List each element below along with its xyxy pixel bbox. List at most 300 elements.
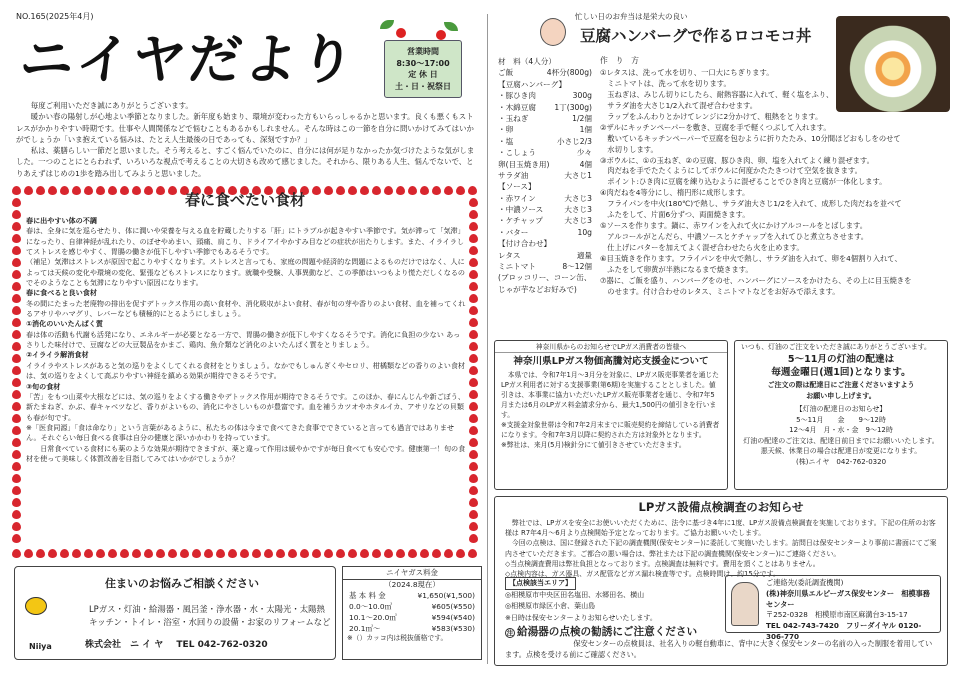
hours-value: 8:30～17:00 bbox=[396, 58, 450, 68]
strawberry-icon bbox=[408, 186, 417, 195]
strawberry-icon bbox=[12, 246, 21, 255]
leaf-icon bbox=[380, 20, 394, 29]
strawberry-icon bbox=[12, 210, 21, 219]
strawberry-icon bbox=[132, 186, 141, 195]
strawberry-icon bbox=[12, 282, 21, 291]
schedule-line: 12～4月 月・水・金 9～12時 bbox=[789, 426, 893, 435]
strawberry-icon bbox=[469, 486, 478, 495]
recipe-title: 豆腐ハンバーグで作るロコモコ丼 bbox=[580, 27, 812, 45]
strawberry-icon bbox=[12, 318, 21, 327]
strawberry-icon bbox=[469, 222, 478, 231]
section-paragraph: ※「医食同源」「食は命なり」という言葉があるように、私たちの体は今まで食べてきた食事でできていると言っても過言ではありません。それぐらい毎日食べる食事は自分の健康と深いかかわりを持っています。 bbox=[26, 422, 455, 443]
strawberry-icon bbox=[288, 549, 297, 558]
section-heading: ①消化のいいたんぱく質 bbox=[26, 319, 103, 329]
strawberry-icon bbox=[444, 549, 453, 558]
strawberry-icon bbox=[469, 438, 478, 447]
ingredient-name: ・ケチャップ bbox=[498, 216, 544, 226]
steps-label: 作 り 方 bbox=[600, 56, 639, 65]
ingredient-name: 【豆腐ハンバーグ】 bbox=[498, 79, 567, 89]
ingredient-name: ミニトマト bbox=[498, 262, 536, 272]
gas-price-table bbox=[342, 566, 482, 660]
strawberry-icon bbox=[396, 186, 405, 195]
strawberry-icon bbox=[469, 258, 478, 267]
recipe-step: 仕上げにバターを加えてよく混ぜ合わせたら火を止めます。 bbox=[600, 243, 804, 252]
inspection-paragraph: 弊社では、LPガスを安全にお使いいただくために、法令に基づき4年に1度、LPガス設備点検調査を実施しております。下記の住所のお客様は R7年4月～6月より点検開始予定となっております。ご協力お願いいたします。 bbox=[505, 518, 936, 537]
strawberry-icon bbox=[469, 378, 478, 387]
strawberry-icon bbox=[12, 366, 21, 375]
ingredient-qty: 4個 bbox=[579, 159, 592, 169]
strawberry-icon bbox=[372, 186, 381, 195]
support-paragraph: ※弊社は、来月(5月)検針分にて値引きさせていただきます。 bbox=[501, 441, 686, 449]
ingredient-list bbox=[498, 56, 592, 295]
strawberry-icon bbox=[360, 549, 369, 558]
strawberry-icon bbox=[12, 534, 21, 543]
strawberry-icon bbox=[60, 186, 69, 195]
spring-foods-body bbox=[26, 216, 466, 464]
strawberry-icon bbox=[469, 366, 478, 375]
strawberry-icon bbox=[108, 549, 117, 558]
strawberry-icon bbox=[12, 378, 21, 387]
support-body bbox=[495, 371, 727, 451]
recipe-step: 玉ねぎは、みじん切りにしたら、耐熱容器に入れて、軽く塩をふり、 bbox=[600, 89, 834, 99]
ingredient-row bbox=[498, 67, 592, 78]
inspection-title: LPガス設備点検調査のお知らせ bbox=[638, 500, 804, 514]
recipe-step: サラダ油を大さじ1/2入れて混ぜ合わせます。 bbox=[600, 100, 758, 110]
strawberry-icon bbox=[12, 390, 21, 399]
greeting-paragraph: 毎度ご利用いただき誠にありがとうございます。 bbox=[30, 101, 193, 110]
strawberry-icon bbox=[469, 294, 478, 303]
business-hours-sign bbox=[378, 18, 468, 100]
price-row bbox=[343, 623, 481, 634]
ingredient-row bbox=[498, 193, 592, 204]
strawberry-icon bbox=[264, 549, 273, 558]
strawberry-icon bbox=[216, 549, 225, 558]
strawberry-icon bbox=[372, 549, 381, 558]
strawberry-icon bbox=[300, 549, 309, 558]
inspector-avatar bbox=[731, 582, 759, 626]
strawberry-icon bbox=[120, 549, 129, 558]
strawberry-icon bbox=[12, 462, 21, 471]
recipe-steps bbox=[600, 68, 946, 298]
strawberry-icon bbox=[469, 498, 478, 507]
ingredient-qty: 300g bbox=[572, 91, 592, 101]
strawberry-icon bbox=[469, 246, 478, 255]
recipe-step: ①レタスは、洗って水を切り、一口大にちぎります。 bbox=[600, 68, 774, 77]
issue-number: NO.165(2025年4月) bbox=[16, 12, 94, 21]
leaf-icon bbox=[444, 22, 458, 31]
ingredient-name: ・玉ねぎ bbox=[498, 113, 529, 123]
hours-title: 営業時間 bbox=[407, 47, 439, 56]
inspection-area bbox=[505, 577, 710, 624]
strawberry-icon bbox=[72, 549, 81, 558]
strawberry-icon bbox=[24, 186, 33, 195]
kerosene-lead: いつも、灯油のご注文をいただき誠にありがとうございます。 bbox=[741, 343, 931, 351]
ingredient-name: ご飯 bbox=[498, 68, 514, 78]
strawberry-icon bbox=[48, 186, 57, 195]
ingredient-qty: 8～12個 bbox=[562, 262, 592, 272]
strawberry-icon bbox=[12, 438, 21, 447]
inspection-paragraph: ◇点検内容は、ガス器具、ガス配管などガス漏れ検査等です。点検時間は、約15分です。 bbox=[505, 570, 780, 579]
strawberry-icon bbox=[180, 549, 189, 558]
strawberry-icon bbox=[469, 414, 478, 423]
ingredient-row bbox=[498, 227, 592, 238]
strawberry-icon bbox=[469, 402, 478, 411]
company-info bbox=[85, 639, 268, 651]
strawberry-icon bbox=[469, 330, 478, 339]
strawberry-icon bbox=[348, 186, 357, 195]
section-paragraph: 春は、全身に気を巡らせたり、体に潤いや栄養を与える血を貯蔵したりする「肝」にトラブルが起きやすい季節です。気が滞って「気滞」になったり、自律神経が乱れたり、のぼせやめまい、頭痛、肩こり、ドライアイやかすみ目などの症状が出たりします。また、イライラしてストレスを感じやすく、胃腸の働きが低下しやすい季節でもあるそうです。 bbox=[26, 226, 465, 257]
ingredient-name: サラダ油 bbox=[498, 170, 529, 180]
inspection-paragraph: 今回の点検は、国に登録された下記の調査機関(保安センター)に委託して実施いたします。訪問日は保安センターより事前に書面にてご案内させていただきます。ご都合の悪い場合は、弊社または下記の調査機関(保安センター)にご連絡ください。 bbox=[505, 539, 937, 558]
ingredient-row bbox=[498, 284, 592, 295]
strawberry-icon bbox=[12, 342, 21, 351]
inspection-box bbox=[494, 496, 948, 666]
strawberry-icon bbox=[336, 549, 345, 558]
strawberry-icon bbox=[384, 549, 393, 558]
strawberry-icon bbox=[12, 474, 21, 483]
ingredient-row bbox=[498, 181, 592, 192]
strawberry-icon bbox=[432, 549, 441, 558]
kerosene-note: 灯油の配達のご注文は、配達日前日までにお願いいたします。 bbox=[743, 436, 939, 445]
support-paragraph: ※支援金対象世帯は令和7年2月末までに販売契約を締結している消費者になります。令和7年3月以降に契約された方は対象外となります。 bbox=[501, 421, 720, 440]
strawberry-icon bbox=[12, 330, 21, 339]
section-paragraph: 「苦」をもつ山菜や大根などには、気の巡りをよくする働きやデトックス作用が期待できるそうです。このほか、春にんじんや新ごぼう、新たまねぎ、かぶ、春キャベツなど、香りがよいもの、消化にやさしいものが豊富です。血を補うカツオやホタルイカ、アサリなどの貝類も春が旬です。 bbox=[26, 391, 465, 422]
ingredient-qty: 1/2個 bbox=[572, 113, 592, 123]
kerosene-title: 5～11月の灯油の配達は bbox=[787, 354, 895, 366]
strawberry-icon bbox=[469, 390, 478, 399]
support-lead: 神奈川県からのお知らせでLPガス消費者の皆様へ bbox=[495, 341, 727, 353]
ingredient-qty: 少々 bbox=[576, 148, 592, 158]
strawberry-icon bbox=[12, 354, 21, 363]
ingredient-name: ・豚ひき肉 bbox=[498, 91, 536, 101]
strawberry-icon bbox=[468, 186, 477, 195]
strawberry-icon bbox=[12, 270, 21, 279]
recipe-step: フライパンを中火(180℃)で熱し、サラダ油大さじ1/2を入れて、成形した肉だねを並べて bbox=[600, 199, 902, 209]
greeting-paragraph: 私は、薬膳らしい一節だと思いました。そう考えると、すごく悩んでいたのに、自分には何が足りなかったか気づけたような気がしました。一つのことにとらわれず、いろいろな視点で考えることの大切さも改めて感じました。それから、限りある人生、悩んでないで、とりあえずはじめの1歩を踏み出してみようと思いました。 bbox=[16, 146, 475, 178]
strawberry-icon bbox=[444, 186, 453, 195]
strawberry-icon bbox=[36, 186, 45, 195]
recipe-step: ポイント:ひき肉に豆腐を練り込むように混ぜることでひき肉と豆腐が一体化します。 bbox=[600, 177, 887, 187]
ingredient-row bbox=[498, 90, 592, 101]
ingredient-row bbox=[498, 102, 592, 113]
strawberry-icon bbox=[469, 198, 478, 207]
strawberry-icon bbox=[469, 234, 478, 243]
price-label: 基 本 料 金 bbox=[349, 590, 386, 600]
strawberry-icon bbox=[84, 549, 93, 558]
ingredient-name: ・バター bbox=[498, 227, 529, 237]
bee-icon bbox=[25, 597, 47, 615]
spring-foods-title: 春に食べたい食材 bbox=[184, 191, 305, 209]
strawberry-icon bbox=[12, 234, 21, 243]
recipe-step: ⑥目玉焼きを作ります。フライパンを中火で熱し、サラダ油を入れて、卵を4個割り入れて、 bbox=[600, 253, 902, 263]
price-value: ¥583(¥530) bbox=[431, 624, 475, 634]
ingredient-name: 【ソース】 bbox=[498, 182, 536, 192]
price-value: ¥1,650(¥1,500) bbox=[417, 590, 475, 600]
inspection-paragraph: ◇当点検調査費用は弊社負担となっております。点検調査は無料です。費用を頂くことはありません。 bbox=[505, 559, 820, 568]
ingredient-name: ・木綿豆腐 bbox=[498, 102, 536, 112]
ingredient-row bbox=[498, 250, 592, 261]
strawberry-icon bbox=[469, 282, 478, 291]
ingredient-name: ・中濃ソース bbox=[498, 205, 544, 215]
ingredient-row bbox=[498, 272, 592, 283]
ingredient-name: じゃが芋などお好みで) bbox=[498, 284, 577, 294]
schedule-line: 5～11月 金 9～12時 bbox=[796, 415, 886, 424]
ingredient-name: 【付け合わせ】 bbox=[498, 239, 552, 249]
section-paragraph: 冬の間にたまった老廃物の排出を促すデトックス作用の高い食材や、消化吸収がよい食材、春が旬の芽や香りのよい食材、血を補ってくれるアサリやハマグリ、レバーなども積極的にとるようにしましょう。 bbox=[26, 298, 466, 319]
area-line: ◎相模原市中央区田名塩田、水郷田名、横山 bbox=[505, 591, 645, 600]
price-note: ※（）カッコ内は税抜価格です。 bbox=[347, 634, 448, 643]
strawberry-icon bbox=[348, 549, 357, 558]
strawberry-icon bbox=[469, 510, 478, 519]
ingredient-qty: 大さじ3 bbox=[564, 205, 592, 215]
price-row bbox=[343, 601, 481, 612]
ingredient-qty: 大さじ1 bbox=[564, 170, 592, 180]
price-label: 0.0～10.0㎥ bbox=[349, 602, 392, 612]
ingredient-row bbox=[498, 124, 592, 135]
kerosene-notice: ご注文の際は配達日にご注意くださいますよう bbox=[767, 381, 915, 390]
price-value: ¥594(¥540) bbox=[431, 613, 475, 623]
ingredient-name: (ブロッコリー、コーン缶、 bbox=[498, 273, 592, 283]
strawberry-icon bbox=[456, 186, 465, 195]
strawberry-icon bbox=[432, 186, 441, 195]
strawberry-icon bbox=[96, 186, 105, 195]
ingredient-row bbox=[498, 204, 592, 215]
kerosene-company: (株)ニイヤ 042-762-0320 bbox=[795, 457, 887, 466]
ingredient-name: ・塩 bbox=[498, 136, 514, 146]
strawberry-icon bbox=[312, 549, 321, 558]
strawberry-icon bbox=[156, 549, 165, 558]
section-paragraph: イライラやストレスがあると気の巡りをよくしてくれる食材をとりましょう。なかでもしゅんぎくやセロリ、柑橘類などの香りのよい食材は、気の巡りをよくして高ぶりやすい神経を鎮める効果が期待できるそうです。 bbox=[26, 360, 466, 381]
recipe-step: ミニトマトは、洗って水を切ります。 bbox=[600, 78, 731, 88]
strawberry-icon bbox=[96, 549, 105, 558]
section-heading: 春に食べると良い食材 bbox=[26, 288, 97, 298]
section-paragraph: 春は体の活動も代謝も活発になり、エネルギーが必要となる一方で、胃腸の働きが低下しやすくなるそうです。消化に負担の少ない あっさりした味付けで、豆腐などの大豆製品をかまご、鶏肉、魚介類など消化のよいたんぱく質をとりましょう。 bbox=[26, 329, 461, 350]
ingredient-name: 卵(目玉焼き用) bbox=[498, 159, 550, 169]
strawberry-icon bbox=[469, 342, 478, 351]
ingredient-row bbox=[498, 159, 592, 170]
ingredient-name: レタス bbox=[498, 250, 521, 260]
strawberry-icon bbox=[48, 549, 57, 558]
ingredient-row bbox=[498, 136, 592, 147]
brand-logo: Niiya bbox=[29, 642, 52, 651]
contact-name: (株)神奈川県エルピーガス保安センター 相模事務センター bbox=[766, 588, 930, 609]
consultation-box bbox=[14, 566, 336, 660]
strawberry-icon bbox=[420, 549, 429, 558]
strawberry-icon bbox=[12, 498, 21, 507]
price-title: ニイヤガス料金 bbox=[343, 567, 481, 580]
recipe-step: 敷いているキッチンペーパーで豆腐を包むように折りたたみ、10分間ほどおもしをのせて bbox=[600, 133, 901, 143]
recipe-step: ふたをして、片面6分ずつ、両面焼きます。 bbox=[600, 210, 750, 220]
company-tel: TEL 042-762-0320 bbox=[176, 640, 268, 650]
ingredient-qty: 大さじ3 bbox=[564, 216, 592, 226]
recipe-step: アルコールがとんだら、中濃ソースとケチャップを入れてひと煮立ちさせます。 bbox=[600, 232, 869, 242]
support-title: 神奈川県LPガス物価高騰対応支援金について bbox=[513, 356, 709, 368]
strawberry-icon bbox=[12, 258, 21, 267]
price-row bbox=[343, 612, 481, 623]
recipe-step: ラップをふんわりとかけてレンジに2分かけて、粗熱をとります。 bbox=[600, 111, 823, 121]
contact-address: 〒252-0328 相模原市南区麻溝台3-15-17 bbox=[766, 610, 908, 620]
price-row bbox=[343, 590, 481, 601]
strawberry-icon bbox=[456, 549, 465, 558]
recipe-step: ③ボウルに、①の玉ねぎ、②の豆腐、豚ひき肉、卵、塩を入れてよく練り混ぜます。 bbox=[600, 155, 874, 165]
section-heading: ②イライラ解消食材 bbox=[26, 350, 89, 360]
strawberry-icon bbox=[469, 450, 478, 459]
strawberry-icon bbox=[72, 186, 81, 195]
section-paragraph: 日常食べている食材にも薬のような効果が期待できますが、薬と違って作用は緩やかですが毎日食べても安心です。健康第一！旬の食材を使って美味しく体質改善を目指してみてはいかがでしょうか？ bbox=[26, 443, 466, 463]
strawberry-icon bbox=[12, 198, 21, 207]
strawberry-icon bbox=[240, 549, 249, 558]
strawberry-icon bbox=[12, 522, 21, 531]
apple-icon bbox=[396, 28, 406, 38]
strawberry-icon bbox=[108, 186, 117, 195]
ingredient-row bbox=[498, 113, 592, 124]
company-name: 株式会社 ニ イ ヤ bbox=[85, 640, 164, 650]
recipe-step: ⑦器に、ご飯を盛り、ハンバーグをのせ、ハンバーグにソースをかけたら、その上に目玉焼きを bbox=[600, 275, 912, 285]
strawberry-icon bbox=[12, 402, 21, 411]
strawberry-icon bbox=[12, 186, 21, 195]
strawberry-icon bbox=[324, 549, 333, 558]
strawberry-icon bbox=[24, 549, 33, 558]
strawberry-icon bbox=[360, 186, 369, 195]
ingredient-qty: 10g bbox=[577, 227, 592, 237]
schedule-label: 【灯油の配達日のお知らせ】 bbox=[795, 405, 887, 414]
ingredient-qty: 小さじ2/3 bbox=[556, 136, 592, 146]
price-label: 20.1㎥～ bbox=[349, 624, 381, 634]
inspection-body bbox=[495, 516, 947, 582]
ingredient-qty: 大さじ3 bbox=[564, 193, 592, 203]
strawberry-icon bbox=[469, 474, 478, 483]
recipe-intro: 忙しい日のお弁当は是栄大の良い bbox=[575, 12, 688, 21]
strawberry-icon bbox=[469, 426, 478, 435]
strawberry-icon bbox=[408, 549, 417, 558]
kerosene-note: 悪天候、休業日の場合は配達日が変更になります。 bbox=[760, 447, 922, 456]
strawberry-icon bbox=[84, 186, 93, 195]
strawberry-icon bbox=[12, 426, 21, 435]
recipe-step: のせます。付け合わせのレタス、ミニトマトなどをお好みで添えます。 bbox=[600, 286, 840, 296]
strawberry-icon bbox=[36, 549, 45, 558]
strawberry-icon bbox=[228, 549, 237, 558]
consultation-title: 住まいのお悩みご相談ください bbox=[105, 577, 259, 590]
greeting-text bbox=[16, 100, 478, 179]
recipe-step: 水切りします。 bbox=[600, 144, 658, 154]
strawberry-icon bbox=[192, 549, 201, 558]
strawberry-icon bbox=[144, 549, 153, 558]
recipe-step: 肉だねを手でたたくようにしてボウルに何度かたたきつけて空気を抜きます。 bbox=[600, 166, 862, 176]
ingredient-qty: 4杯分(800g) bbox=[546, 68, 592, 78]
ingredient-row bbox=[498, 215, 592, 226]
ingredient-qty: 1丁(300g) bbox=[554, 102, 592, 112]
strawberry-icon bbox=[120, 186, 129, 195]
strawberry-icon bbox=[168, 549, 177, 558]
contact-box bbox=[725, 575, 941, 641]
recipe-step: ふたをして卵黄が半熟になるまで焼きます。 bbox=[600, 264, 753, 274]
section-heading: ③旬の食材 bbox=[26, 381, 61, 391]
strawberry-icon bbox=[12, 486, 21, 495]
area-line: ◎相模原市緑区小倉、葉山島 bbox=[505, 602, 596, 611]
closed-title: 定 休 日 bbox=[408, 70, 438, 80]
ingredient-row bbox=[498, 238, 592, 249]
kerosene-box bbox=[734, 340, 948, 490]
price-subtitle: （2024.8現在） bbox=[384, 579, 440, 589]
strawberry-icon bbox=[276, 549, 285, 558]
ingredient-row bbox=[498, 261, 592, 272]
strawberry-icon bbox=[469, 318, 478, 327]
strawberry-icon bbox=[12, 510, 21, 519]
support-paragraph: 本県では、令和7年1月～3月分を対象に、LPガス販売事業者を通じたLPガス利用者に対する支援事業(第6期)を実施することとしました。値引きは、本事業に協力いただいたLPガス販売事業者を通じ、令和7年5月または6月のLPガス料金請求分から、最大1,500円の値引きを行います。 bbox=[501, 371, 719, 420]
kerosene-title: 毎週金曜日(週1回)となります。 bbox=[771, 367, 911, 379]
ingredient-qty: 1個 bbox=[579, 125, 592, 135]
strawberry-icon bbox=[469, 306, 478, 315]
price-value: ¥605(¥550) bbox=[431, 602, 475, 612]
section-paragraph: （補足）気滞はストレスが原因で起こりやすくなります。ストレスと言っても、家庭の問題や経済的な問題によるものだけではなく、人によっては天候の変化や環境の変化、緊張などもストレスになります。就職や受験、人事異動など、この季節はいつもより慌ただしくなるのでそのようなことも気滞になりやすい原因になります。 bbox=[26, 257, 466, 288]
greeting-paragraph: 暖かい春の陽射しが心地よい季節となりました。新年度も始まり、環境が変わった方もいらっしゃるかと思います。良くも悪くもストレスがかかりやすい時期です。仕事や人間関係などで悩むこともあるかもしれません。そんな時はこの一節を自分に問いかけてみてはいかがでしょうか「いま抱えている悩みは、たとえ人生最後の日であっても、深刻ですか？」 bbox=[16, 112, 474, 144]
strawberry-icon bbox=[396, 549, 405, 558]
strawberry-icon bbox=[469, 522, 478, 531]
section-heading: 春に出やすい体の不調 bbox=[26, 216, 97, 225]
lp-support-box bbox=[494, 340, 728, 490]
strawberry-icon bbox=[204, 549, 213, 558]
strawberry-icon bbox=[12, 306, 21, 315]
strawberry-icon bbox=[60, 549, 69, 558]
strawberry-icon bbox=[12, 549, 21, 558]
strawberry-icon bbox=[252, 549, 261, 558]
warning-mark: 注 bbox=[506, 629, 514, 637]
closed-value: 土・日・祝祭日 bbox=[395, 81, 451, 91]
strawberry-icon bbox=[12, 294, 21, 303]
contact-title: ご連絡先(委託調査機関) bbox=[766, 578, 844, 587]
recipe-step: ④肉だねを4等分にし、楕円形に成形します。 bbox=[600, 188, 750, 198]
strawberry-icon bbox=[469, 270, 478, 279]
recipe-step: ⑤ソースを作ります。鍋に、赤ワインを入れて火にかけアルコールをとばします。 bbox=[600, 221, 868, 231]
area-label: 【点検該当エリア】 bbox=[505, 577, 576, 590]
price-label: 10.1～20.0㎥ bbox=[349, 613, 397, 623]
recipe-step: ②ザルにキッチンペーパーを敷き、豆腐を手で軽くつぶして入れます。 bbox=[600, 122, 831, 132]
kerosene-notice: お願い申し上げます。 bbox=[806, 391, 876, 400]
column-divider bbox=[487, 14, 488, 664]
strawberry-icon bbox=[420, 186, 429, 195]
strawberry-icon bbox=[469, 210, 478, 219]
warning-title-text: 給湯器の点検の勧誘にご注意ください bbox=[517, 626, 698, 638]
ingredient-row bbox=[498, 147, 592, 158]
service-line: キッチン・トイレ・浴室・水回りの設備・お家のリフォームなど bbox=[89, 617, 331, 628]
strawberry-icon bbox=[469, 354, 478, 363]
ingredient-row bbox=[498, 79, 592, 90]
strawberry-icon bbox=[12, 450, 21, 459]
ingredient-row bbox=[498, 170, 592, 181]
strawberry-icon bbox=[12, 414, 21, 423]
ingredient-name: ・卵 bbox=[498, 125, 514, 135]
strawberry-icon bbox=[12, 222, 21, 231]
service-line: LPガス・灯油・給湯器・風呂釜・浄水器・水・太陽光・太陽熱 bbox=[89, 604, 325, 614]
contact-tel: TEL 042-743-7420 フリーダイヤル 0120-306-770 bbox=[766, 621, 922, 641]
ingredient-name: ・赤ワイン bbox=[498, 193, 536, 203]
strawberry-icon bbox=[469, 462, 478, 471]
ingredient-qty: 適量 bbox=[576, 250, 592, 260]
strawberry-icon bbox=[384, 186, 393, 195]
chef-icon bbox=[540, 18, 566, 46]
strawberry-icon bbox=[132, 549, 141, 558]
hours-board bbox=[384, 40, 462, 98]
area-note: ※日時は保安センターよりお知らせいたします。 bbox=[505, 613, 657, 622]
strawberry-icon bbox=[468, 549, 477, 558]
service-list bbox=[89, 603, 330, 630]
strawberry-icon bbox=[469, 534, 478, 543]
ingredient-name: ・こしょう bbox=[498, 148, 536, 158]
newsletter-title: ニイヤだより bbox=[16, 28, 360, 91]
ingredients-label: 材 料（4人分） bbox=[498, 57, 556, 66]
water-heater-warning-body: 保安センターの点検員は、社名入りの軽自動車に、背中に大きく保安センターの名前の入った制服を着用しています。点検を受ける前にご確認ください。 bbox=[505, 639, 933, 660]
apple-icon bbox=[436, 30, 446, 40]
